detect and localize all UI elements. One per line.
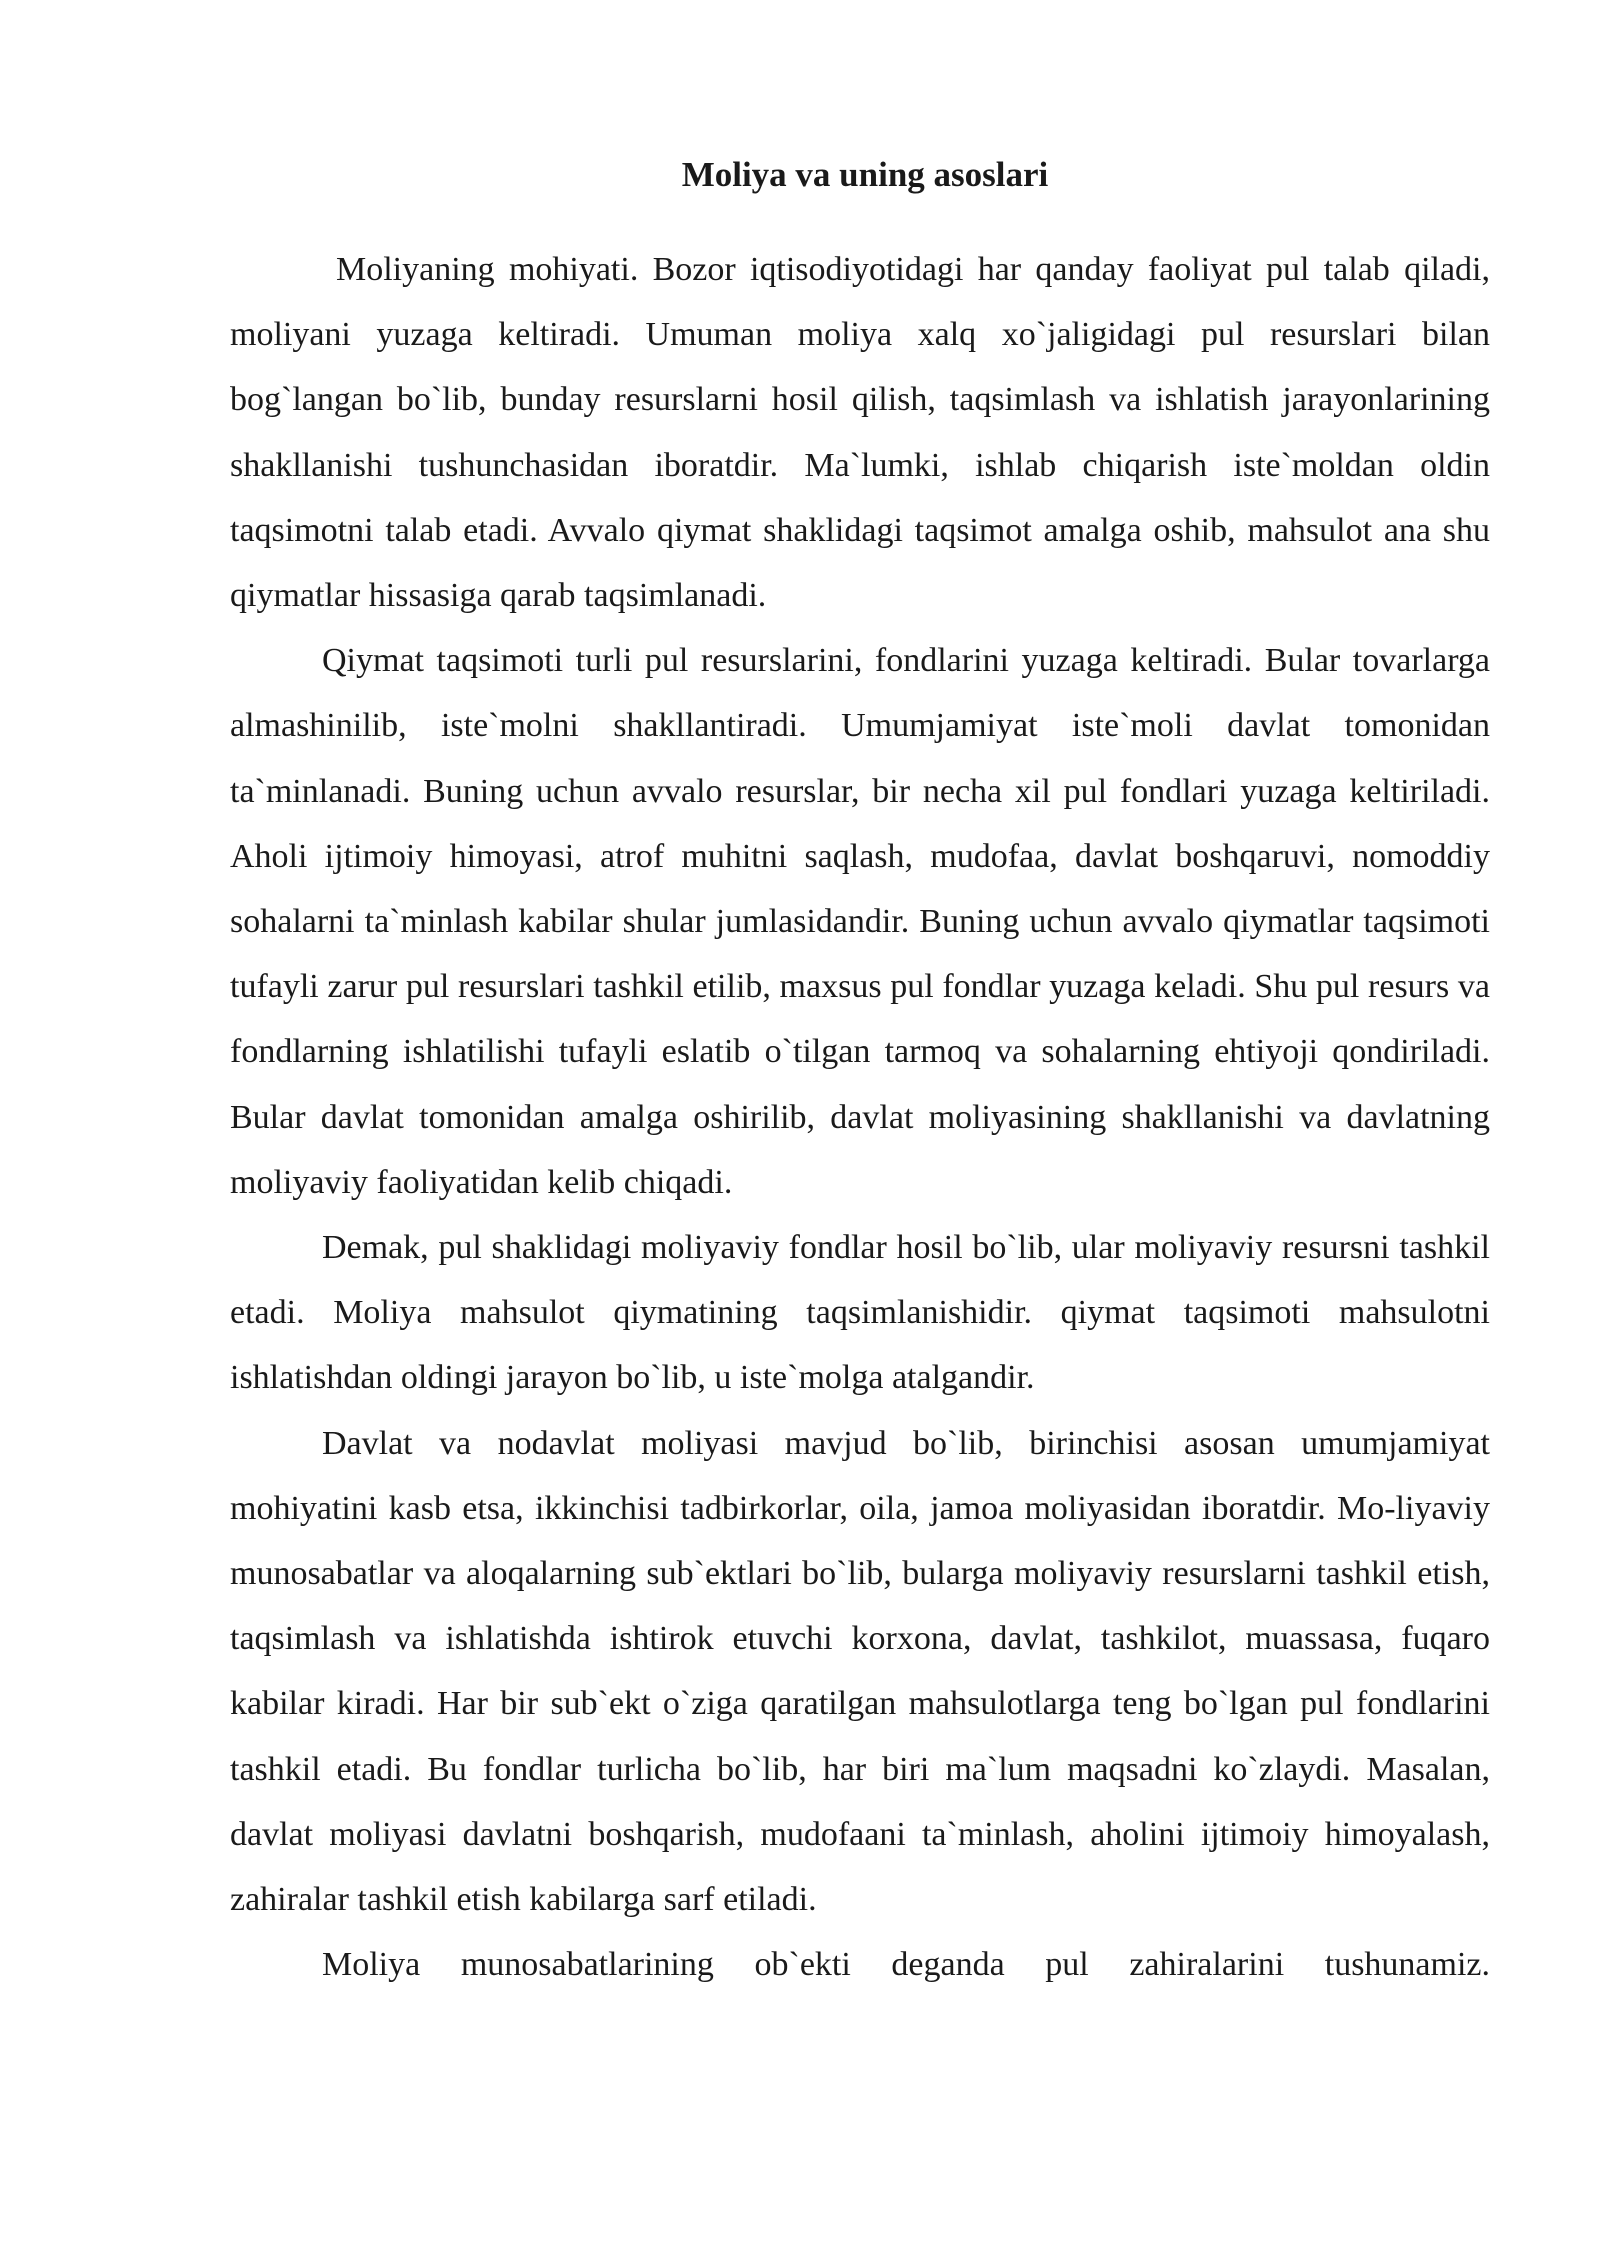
paragraph-moliya-munosabatlari: Moliya munosabatlarining ob`ekti deganda pul zahiralarini tushunamiz. [322,1946,1490,1984]
paragraph-davlat-va-nodavlat: Davlat va nodavlat moliyasi mavjud bo`lib, birinchisi asosan umumjamiyat mohiyatini kasb etsa, ikkinchisi tadbirkorlar, oila, jamoa moliyasidan iboratdir. Mo-liyaviy munosabatlar va aloqalarning sub`ektlari bo`lib, bularga moliyaviy resurslarni tashkil etish, taqsimlash va ishlatishda ishtirok etuvchi korxona, davlat, tashkilot, muassasa, fuqaro kabilar kiradi. Har bir sub`ekt o`ziga qaratilgan mahsulotlarga teng bo`lgan pul fondlarini tashkil etadi. Bu fondlar turlicha bo`lib, har biri ma`lum maqsadni ko`zlaydi. Masalan, davlat moliyasi davlatni boshqarish, mudofaani ta`minlash, aholini ijtimoiy himoyalash, zahiralar tashkil etish kabilarga sarf etiladi. [230,1424,1490,1919]
document-body [230,237,1490,1997]
paragraph-demak: Demak, pul shaklidagi moliyaviy fondlar hosil bo`lib, ular moliyaviy resursni tashkil etadi. Moliya mahsulot qiymatining taqsimlanishidir. qiymat taqsimoti mahsulotni ishlatishdan oldingi jarayon bo`lib, u iste`molga atalgandir. [230,1229,1490,1397]
document-title: Moliya va uning asoslari [681,155,1049,194]
paragraph-qiymat-taqsimoti: Qiymat taqsimoti turli pul resurslarini, fondlarini yuzaga keltiradi. Bular tovarlarga almashinilib, iste`molni shakllantiradi. Umumjamiyat iste`moli davlat tomonidan ta`minlanadi. Buning uchun avvalo resurslar, bir necha xil pul fondlari yuzaga keltiriladi. Aholi ijtimoiy himoyasi, atrof muhitni saqlash, mudofaa, davlat boshqaruvi, nomoddiy sohalarni ta`minlash kabilar shular jumlasidandir. Buning uchun avvalo qiymatlar taqsimoti tufayli zarur pul resurslari tashkil etilib, maxsus pul fondlar yuzaga keladi. Shu pul resurs va fondlarning ishlatilishi tufayli eslatib o`tilgan tarmoq va sohalarning ehtiyoji qondiriladi. Bular davlat tomonidan amalga oshirilib, davlat moliyasining shakllanishi va davlatning moliyaviy faoliyatidan kelib chiqadi. [230,642,1490,1201]
paragraph-moliyaning-mohiyati: Moliyaning mohiyati. Bozor iqtisodiyotidagi har qanday faoliyat pul talab qiladi, moliyani yuzaga keltiradi. Umuman moliya xalq xo`jaligidagi pul resurslari bilan bog`langan bo`lib, bunday resurslarni hosil qilish, taqsimlash va ishlatish jarayonlarining shakllanishi tushunchasidan iboratdir. Ma`lumki, ishlab chiqarish iste`moldan oldin taqsimotni talab etadi. Avvalo qiymat shaklidagi taqsimot amalga oshib, mahsulot ana shu qiymatlar hissasiga qarab taqsimlanadi. [230,251,1490,615]
